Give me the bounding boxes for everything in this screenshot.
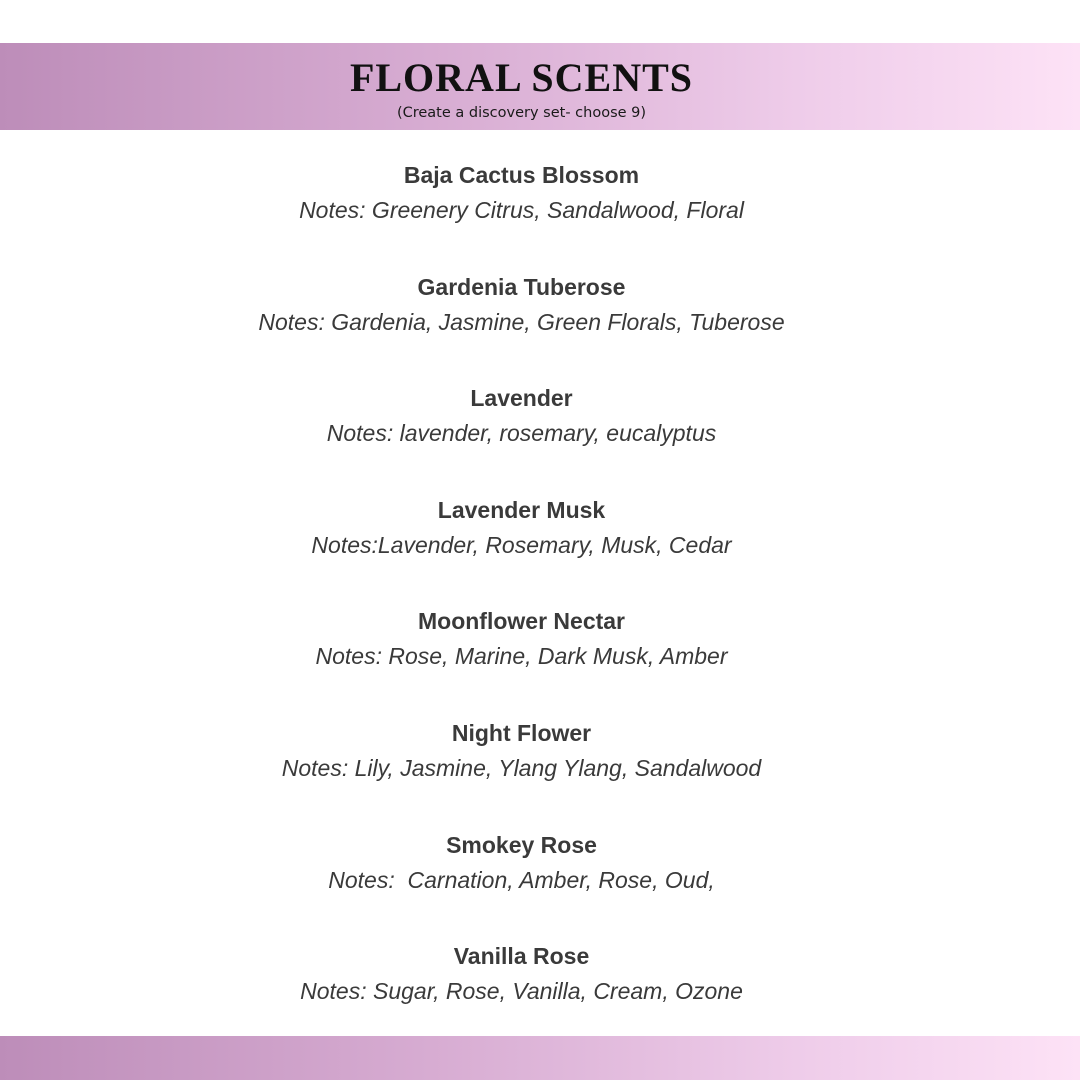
scent-item bbox=[0, 826, 1043, 938]
scent-item bbox=[0, 714, 1043, 826]
scent-notes: Notes: Rose, Marine, Dark Musk, Amber bbox=[315, 643, 728, 670]
scent-item bbox=[0, 491, 1043, 603]
scent-notes: Notes:Lavender, Rosemary, Musk, Cedar bbox=[311, 531, 732, 558]
scent-item bbox=[0, 602, 1043, 714]
scent-notes: Notes: Sugar, Rose, Vanilla, Cream, Ozone bbox=[300, 978, 743, 1005]
scent-name: Smokey Rose bbox=[446, 831, 597, 858]
scent-name: Lavender Musk bbox=[437, 496, 606, 523]
footer-band bbox=[0, 1036, 1080, 1080]
scent-name: Lavender bbox=[470, 385, 573, 412]
page-title: FLORAL SCENTS bbox=[349, 55, 694, 100]
scent-notes: Notes: Carnation, Amber, Rose, Oud, bbox=[328, 866, 715, 893]
scent-item bbox=[0, 156, 1043, 268]
page-subtitle: (Create a discovery set- choose 9) bbox=[396, 105, 647, 121]
scent-notes: Notes: lavender, rosemary, eucalyptus bbox=[326, 420, 717, 447]
scent-name: Night Flower bbox=[451, 719, 592, 746]
scent-item bbox=[0, 268, 1043, 380]
scent-name: Baja Cactus Blossom bbox=[403, 162, 640, 188]
scent-item bbox=[0, 937, 1043, 1049]
scent-notes: Notes: Lily, Jasmine, Ylang Ylang, Sandalwood bbox=[281, 754, 762, 781]
scent-notes: Notes: Gardenia, Jasmine, Green Florals, Tuberose bbox=[258, 308, 785, 335]
scent-name: Gardenia Tuberose bbox=[417, 273, 626, 300]
scent-name: Vanilla Rose bbox=[453, 943, 590, 970]
scent-list bbox=[0, 156, 1043, 1049]
scent-notes: Notes: Greenery Citrus, Sandalwood, Floral bbox=[299, 197, 744, 223]
scent-name: Moonflower Nectar bbox=[417, 608, 626, 635]
scent-item bbox=[0, 379, 1043, 491]
